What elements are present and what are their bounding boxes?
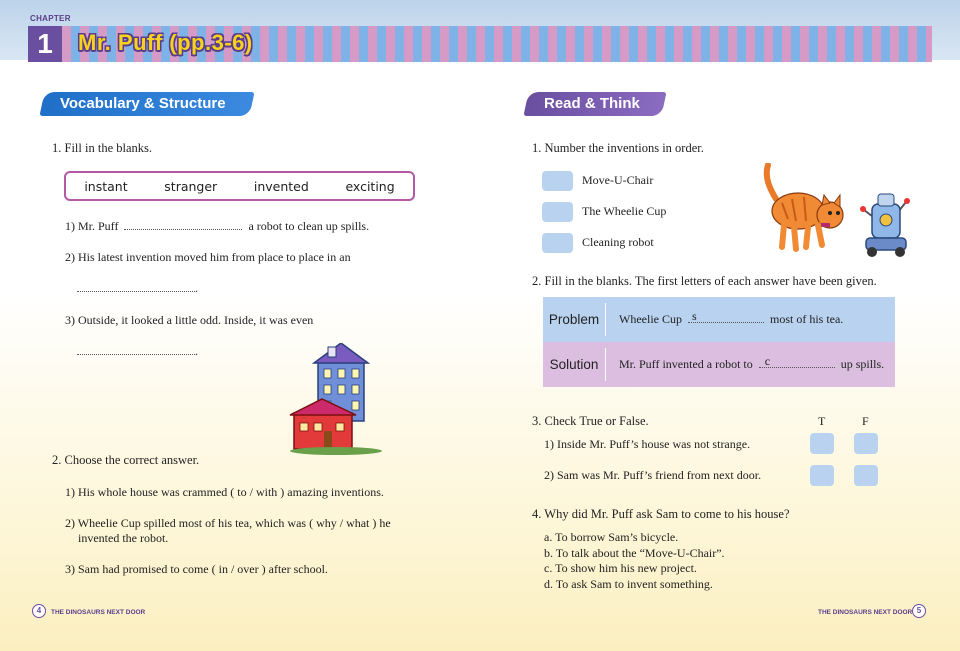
sentence-text: most of his tea. (769, 312, 844, 326)
multiple-choice-option[interactable]: b. To talk about the “Move-U-Chair”. (544, 546, 725, 560)
multiple-choice-option[interactable]: c. To show him his new project. (544, 561, 697, 575)
false-column-label: F (862, 414, 869, 428)
true-column-label: T (818, 414, 826, 428)
question-prompt: 2. Fill in the blanks. The first letters of each answer have been given. (532, 274, 877, 288)
invention-label: The Wheelie Cup (582, 204, 667, 218)
chapter-label: CHAPTER (30, 14, 71, 23)
cat-illustration (760, 163, 856, 253)
question-prompt: 4. Why did Mr. Puff ask Sam to come to his house? (532, 507, 790, 521)
answer-blank[interactable] (759, 354, 835, 368)
page-title: Mr. Puff (pp.3-6) (78, 30, 253, 55)
section-title: Read & Think (544, 95, 640, 112)
row-divider (605, 348, 606, 381)
true-false-item: 1) Inside Mr. Puff’s house was not strange. (544, 437, 751, 451)
fill-blank-item: 2) His latest invention moved him from place to place in an (65, 250, 351, 264)
problem-sentence (619, 309, 844, 327)
choice-item: 1) His whole house was crammed ( to / with ) amazing inventions. (65, 485, 384, 499)
word-bank-item: stranger (164, 178, 218, 194)
answer-blank[interactable] (124, 220, 242, 230)
row-divider (605, 303, 606, 336)
false-checkbox[interactable] (854, 433, 878, 454)
question-prompt: 2. Choose the correct answer. (52, 453, 200, 467)
page-number-right: 5 (912, 604, 926, 618)
solution-sentence (619, 354, 885, 372)
section-banner-read-think (523, 92, 666, 116)
first-letter-hint: c (764, 354, 771, 368)
item-text: a robot to clean up spills. (248, 219, 370, 233)
multiple-choice-option[interactable]: d. To ask Sam to invent something. (544, 577, 713, 591)
footer-book-title-left: THE DINOSAURS NEXT DOOR (51, 609, 146, 616)
order-answer-box[interactable] (542, 233, 573, 253)
choice-item: 2) Wheelie Cup spilled most of his tea, which was ( why / what ) he (65, 516, 391, 530)
fill-blank-item (65, 219, 369, 234)
fill-blank-item: 3) Outside, it looked a little odd. Inside, it was even (65, 313, 314, 327)
word-bank-item: instant (84, 178, 128, 194)
solution-label: Solution (549, 357, 599, 372)
robot-illustration (858, 192, 914, 258)
word-bank-item: invented (253, 178, 309, 194)
sentence-text: Mr. Puff invented a robot to (619, 357, 753, 371)
true-checkbox[interactable] (810, 465, 834, 486)
true-false-item: 2) Sam was Mr. Puff’s friend from next door. (544, 468, 762, 482)
question-prompt: 1. Number the inventions in order. (532, 141, 704, 155)
problem-row (543, 297, 895, 342)
fill-blank-line (77, 281, 198, 296)
problem-label: Problem (548, 312, 600, 327)
footer-book-title-right: THE DINOSAURS NEXT DOOR (818, 609, 913, 616)
word-bank-item: exciting (345, 178, 395, 194)
house-illustration (288, 343, 384, 455)
word-bank (64, 171, 415, 201)
invention-label: Move-U-Chair (582, 173, 654, 187)
answer-blank[interactable] (77, 345, 195, 355)
section-title: Vocabulary & Structure (60, 95, 226, 112)
question-prompt: 3. Check True or False. (532, 414, 649, 428)
fill-blank-line (77, 344, 198, 359)
item-text: . (195, 344, 198, 358)
answer-blank[interactable] (77, 282, 195, 292)
solution-row (543, 342, 895, 387)
first-letter-hint: s (691, 309, 697, 323)
section-banner-vocabulary (39, 92, 254, 116)
chapter-number: 1 (28, 26, 62, 62)
item-text: 1) Mr. Puff (65, 219, 119, 233)
problem-solution-panel (543, 297, 895, 387)
multiple-choice-option[interactable]: a. To borrow Sam’s bicycle. (544, 530, 679, 544)
page-number-left: 4 (32, 604, 46, 618)
item-text: . (195, 281, 198, 295)
order-answer-box[interactable] (542, 202, 573, 222)
false-checkbox[interactable] (854, 465, 878, 486)
order-answer-box[interactable] (542, 171, 573, 191)
invention-label: Cleaning robot (582, 235, 654, 249)
question-prompt: 1. Fill in the blanks. (52, 141, 152, 155)
sentence-text: up spills. (840, 357, 885, 371)
answer-blank[interactable] (688, 309, 764, 323)
choice-item: 3) Sam had promised to come ( in / over ) after school. (65, 562, 328, 576)
choice-item-continued: invented the robot. (78, 531, 169, 545)
sentence-text: Wheelie Cup (619, 312, 682, 326)
true-checkbox[interactable] (810, 433, 834, 454)
